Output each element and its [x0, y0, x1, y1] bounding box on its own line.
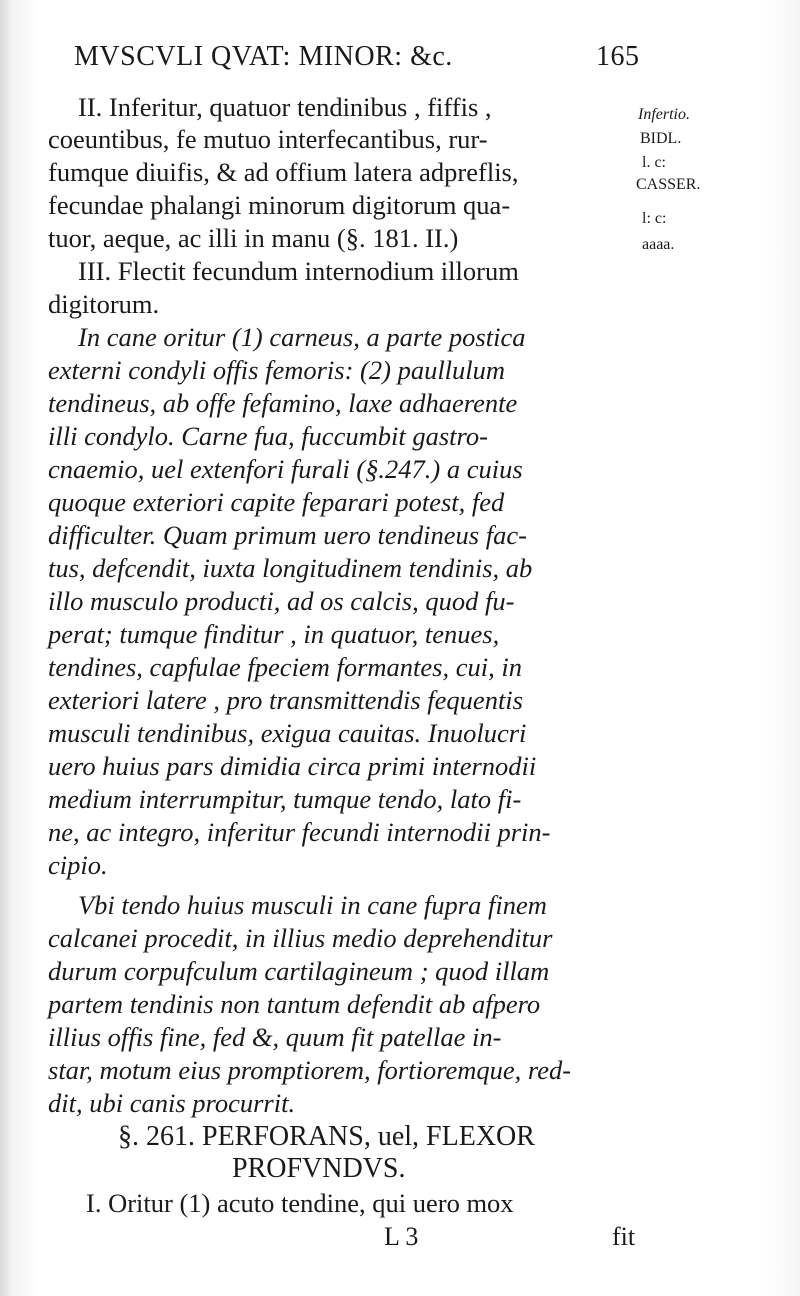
text-line: cipio.: [48, 850, 108, 880]
text-line: durum corpufculum cartilagineum ; quod illam: [48, 956, 550, 986]
text-line: uero huius pars dimidia circa primi internodii: [48, 751, 537, 781]
text-line: star, motum eius promptiorem, fortioremque, red-: [48, 1055, 572, 1085]
text-line: medium interrumpitur, tumque tendo, lato fi-: [48, 784, 522, 814]
signature-mark: L 3: [384, 1222, 419, 1251]
text-line: illo musculo producti, ad os calcis, quod fu-: [48, 586, 515, 616]
text-line: digitorum.: [48, 289, 160, 319]
margin-note-line: l: c:: [642, 210, 667, 227]
text-line: perat; tumque finditur , in quatuor, tenues,: [48, 619, 500, 649]
text-line: ne, ac integro, inferitur fecundi internodii prin-: [48, 817, 551, 847]
text-line: tuor, aeque, ac illi in manu (§. 181. II.): [48, 223, 459, 253]
text-line: tus, defcendit, iuxta longitudinem tendinis, ab: [48, 553, 533, 583]
text-line: cnaemio, uel extenfori furali (§.247.) a cuius: [48, 454, 523, 484]
text-line: illius offis fine, fed &, quum fit patellae in-: [48, 1022, 502, 1052]
text-line: quoque exteriori capite feparari potest, fed: [48, 487, 505, 517]
text-line: fumque diuifis, & ad offium latera adpreflis,: [48, 157, 519, 187]
text-line: fecundae phalangi minorum digitorum qua-: [48, 190, 511, 220]
margin-note-line: Infertio.: [638, 106, 690, 123]
margin-note-line: BIDL.: [640, 130, 682, 147]
text-line: musculi tendinibus, exigua cauitas. Inuolucri: [48, 718, 527, 748]
text-line: tendineus, ab offe fefamino, laxe adhaerente: [48, 388, 518, 418]
margin-note-line: aaaa.: [642, 236, 675, 253]
text-line: In cane oritur (1) carneus, a parte postica: [78, 322, 526, 352]
text-line: illi condylo. Carne fua, fuccumbit gastro-: [48, 421, 488, 451]
text-line: Vbi tendo huius musculi in cane fupra finem: [78, 890, 547, 920]
margin-note-line: CASSER.: [636, 176, 701, 193]
text-line: tendines, capfulae fpeciem formantes, cui, in: [48, 652, 522, 682]
catchword: fit: [612, 1222, 636, 1251]
page-number: 165: [596, 41, 640, 72]
text-line: coeuntibus, fe mutuo interfecantibus, rur-: [48, 124, 488, 154]
text-line: calcanei procedit, in illius medio deprehenditur: [48, 923, 553, 953]
text-line: exteriori latere , pro transmittendis fequentis: [48, 685, 523, 715]
section-heading: §. 261. PERFORANS, uel, FLEXOR: [118, 1121, 535, 1152]
text-line: dit, ubi canis procurrit.: [48, 1088, 296, 1118]
text-line: II. Inferitur, quatuor tendinibus , fiffis ,: [78, 92, 492, 122]
text-line: partem tendinis non tantum defendit ab afpero: [48, 989, 541, 1019]
section-heading: PROFVNDVS.: [232, 1153, 406, 1184]
text-line: externi condyli offis femoris: (2) paullulum: [48, 355, 506, 385]
running-header: MVSCVLI QVAT: MINOR: &c.: [74, 41, 453, 72]
text-line: I. Oritur (1) acuto tendine, qui uero mox: [86, 1188, 514, 1218]
margin-note-line: l. c:: [642, 154, 666, 171]
text-line: difficulter. Quam primum uero tendineus fac-: [48, 520, 527, 550]
text-line: III. Flectit fecundum internodium illorum: [78, 256, 519, 286]
